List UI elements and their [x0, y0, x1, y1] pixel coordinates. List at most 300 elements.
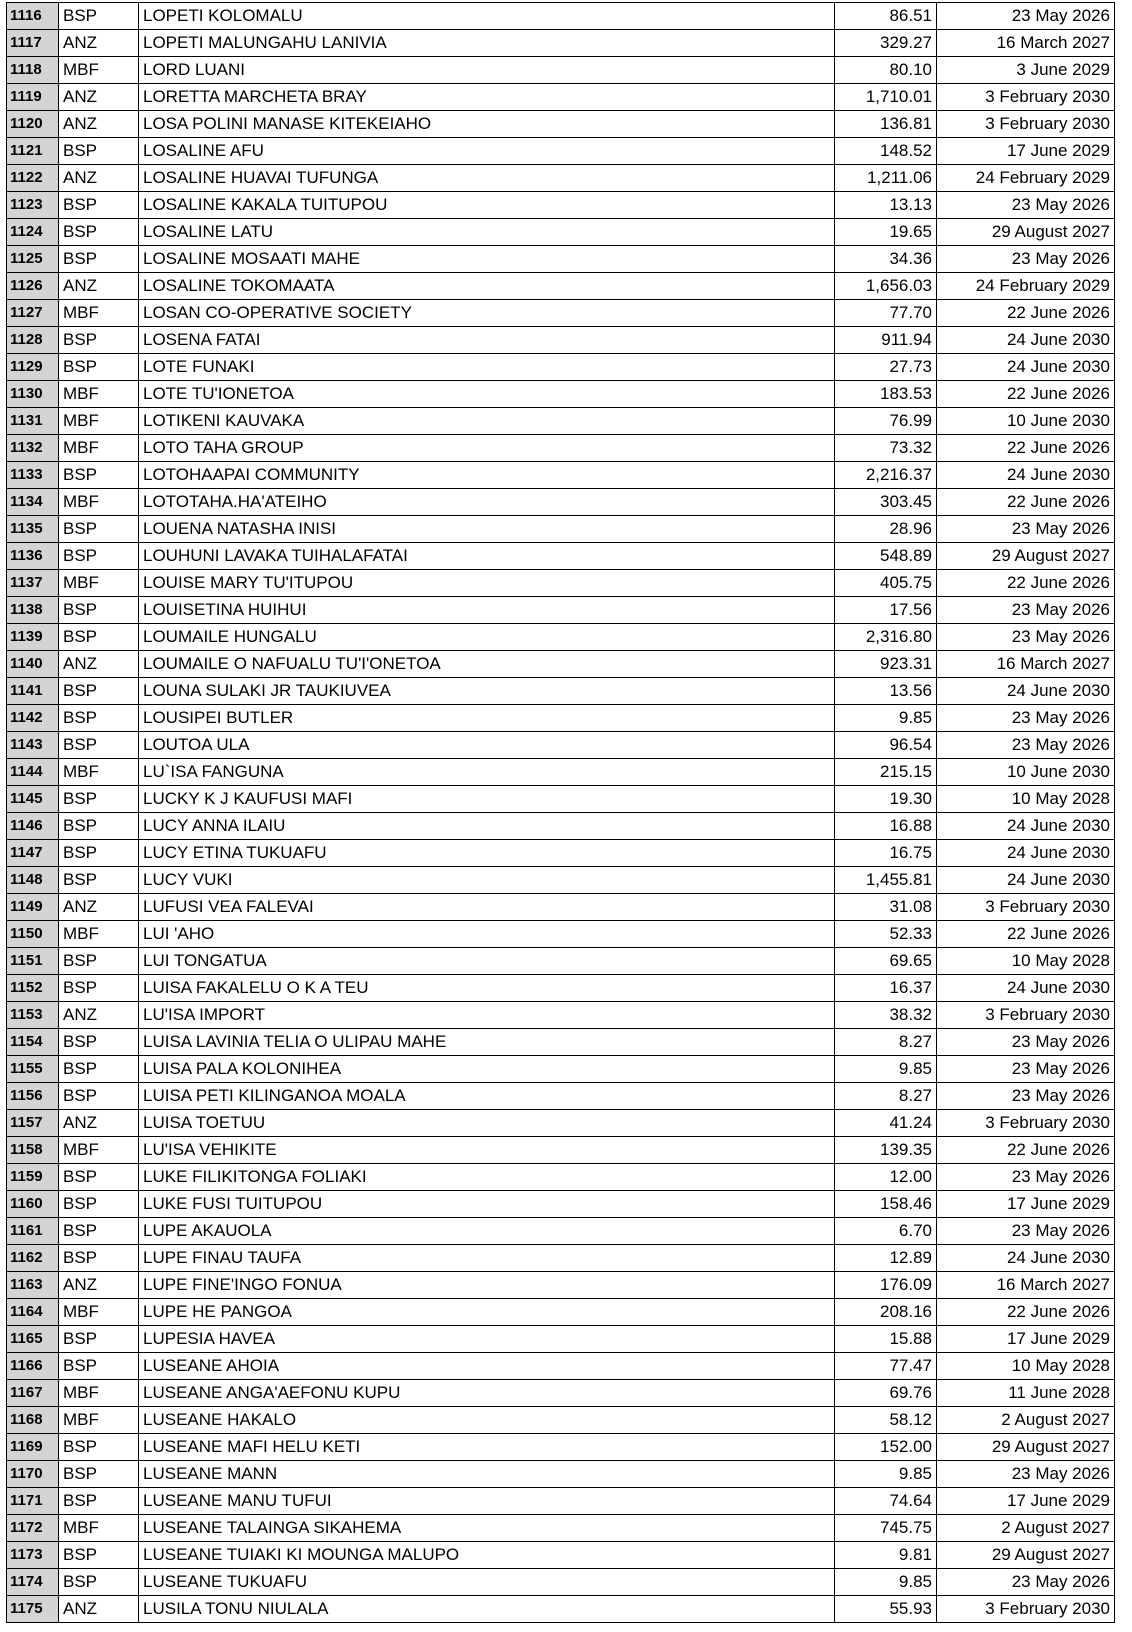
- date-cell: 29 August 2027: [937, 543, 1115, 570]
- row-number-cell: 1161: [7, 1218, 59, 1245]
- bank-cell: ANZ: [59, 1002, 139, 1029]
- bank-cell: MBF: [59, 435, 139, 462]
- row-number-cell: 1157: [7, 1110, 59, 1137]
- name-cell: LUPE HE PANGOA: [139, 1299, 835, 1326]
- name-cell: LUKE FUSI TUITUPOU: [139, 1191, 835, 1218]
- name-cell: LOUISETINA HUIHUI: [139, 597, 835, 624]
- bank-cell: BSP: [59, 219, 139, 246]
- amount-cell: 69.65: [835, 948, 937, 975]
- name-cell: LUCKY K J KAUFUSI MAFI: [139, 786, 835, 813]
- date-cell: 23 May 2026: [937, 1083, 1115, 1110]
- name-cell: LOSENA FATAI: [139, 327, 835, 354]
- table-row: [7, 1218, 1115, 1245]
- table-row: [7, 435, 1115, 462]
- amount-cell: 13.13: [835, 192, 937, 219]
- row-number-cell: 1173: [7, 1542, 59, 1569]
- row-number-cell: 1156: [7, 1083, 59, 1110]
- name-cell: LU`ISA FANGUNA: [139, 759, 835, 786]
- bank-cell: BSP: [59, 1083, 139, 1110]
- table-row: [7, 543, 1115, 570]
- row-number-cell: 1167: [7, 1380, 59, 1407]
- row-number-cell: 1139: [7, 624, 59, 651]
- row-number-cell: 1143: [7, 732, 59, 759]
- row-number-cell: 1145: [7, 786, 59, 813]
- row-number-cell: 1158: [7, 1137, 59, 1164]
- name-cell: LOUISE MARY TU'ITUPOU: [139, 570, 835, 597]
- bank-cell: BSP: [59, 867, 139, 894]
- row-number-cell: 1154: [7, 1029, 59, 1056]
- amount-cell: 31.08: [835, 894, 937, 921]
- bank-cell: BSP: [59, 948, 139, 975]
- date-cell: 2 August 2027: [937, 1515, 1115, 1542]
- amount-cell: 1,710.01: [835, 84, 937, 111]
- date-cell: 3 February 2030: [937, 1002, 1115, 1029]
- bank-cell: ANZ: [59, 30, 139, 57]
- row-number-cell: 1146: [7, 813, 59, 840]
- bank-cell: BSP: [59, 975, 139, 1002]
- date-cell: 16 March 2027: [937, 30, 1115, 57]
- bank-cell: ANZ: [59, 165, 139, 192]
- table-row: [7, 1191, 1115, 1218]
- amount-cell: 136.81: [835, 111, 937, 138]
- bank-cell: ANZ: [59, 651, 139, 678]
- table-row: [7, 840, 1115, 867]
- bank-cell: ANZ: [59, 1272, 139, 1299]
- amount-cell: 9.85: [835, 1461, 937, 1488]
- amount-cell: 16.88: [835, 813, 937, 840]
- bank-cell: BSP: [59, 624, 139, 651]
- name-cell: LOSALINE MOSAATI MAHE: [139, 246, 835, 273]
- name-cell: LUFUSI VEA FALEVAI: [139, 894, 835, 921]
- table-row: [7, 1488, 1115, 1515]
- table-row: [7, 219, 1115, 246]
- table-row: [7, 867, 1115, 894]
- row-number-cell: 1151: [7, 948, 59, 975]
- bank-cell: MBF: [59, 1380, 139, 1407]
- name-cell: LUISA PETI KILINGANOA MOALA: [139, 1083, 835, 1110]
- date-cell: 23 May 2026: [937, 1056, 1115, 1083]
- amount-cell: 176.09: [835, 1272, 937, 1299]
- date-cell: 23 May 2026: [937, 705, 1115, 732]
- amount-cell: 158.46: [835, 1191, 937, 1218]
- bank-cell: ANZ: [59, 111, 139, 138]
- bank-cell: BSP: [59, 732, 139, 759]
- amount-cell: 17.56: [835, 597, 937, 624]
- table-row: [7, 1056, 1115, 1083]
- date-cell: 3 February 2030: [937, 111, 1115, 138]
- row-number-cell: 1133: [7, 462, 59, 489]
- row-number-cell: 1128: [7, 327, 59, 354]
- date-cell: 29 August 2027: [937, 1542, 1115, 1569]
- row-number-cell: 1140: [7, 651, 59, 678]
- date-cell: 23 May 2026: [937, 1029, 1115, 1056]
- amount-cell: 923.31: [835, 651, 937, 678]
- row-number-cell: 1120: [7, 111, 59, 138]
- bank-cell: BSP: [59, 354, 139, 381]
- amount-cell: 911.94: [835, 327, 937, 354]
- name-cell: LUPE AKAUOLA: [139, 1218, 835, 1245]
- table-row: [7, 1272, 1115, 1299]
- date-cell: 23 May 2026: [937, 192, 1115, 219]
- row-number-cell: 1148: [7, 867, 59, 894]
- table-row: [7, 1515, 1115, 1542]
- row-number-cell: 1132: [7, 435, 59, 462]
- date-cell: 10 May 2028: [937, 786, 1115, 813]
- bank-cell: BSP: [59, 1488, 139, 1515]
- bank-cell: MBF: [59, 408, 139, 435]
- name-cell: LOSA POLINI MANASE KITEKEIAHO: [139, 111, 835, 138]
- bank-cell: BSP: [59, 705, 139, 732]
- row-number-cell: 1144: [7, 759, 59, 786]
- date-cell: 24 June 2030: [937, 462, 1115, 489]
- name-cell: LOTE FUNAKI: [139, 354, 835, 381]
- amount-cell: 74.64: [835, 1488, 937, 1515]
- date-cell: 22 June 2026: [937, 489, 1115, 516]
- bank-cell: ANZ: [59, 1110, 139, 1137]
- bank-cell: ANZ: [59, 1596, 139, 1623]
- date-cell: 29 August 2027: [937, 1434, 1115, 1461]
- date-cell: 23 May 2026: [937, 624, 1115, 651]
- date-cell: 22 June 2026: [937, 300, 1115, 327]
- amount-cell: 6.70: [835, 1218, 937, 1245]
- table-row: [7, 300, 1115, 327]
- row-number-cell: 1122: [7, 165, 59, 192]
- row-number-cell: 1124: [7, 219, 59, 246]
- table-row: [7, 732, 1115, 759]
- table-row: [7, 1434, 1115, 1461]
- table-row: [7, 1407, 1115, 1434]
- amount-cell: 745.75: [835, 1515, 937, 1542]
- table-row: [7, 1002, 1115, 1029]
- table-row: [7, 111, 1115, 138]
- row-number-cell: 1150: [7, 921, 59, 948]
- date-cell: 17 June 2029: [937, 1326, 1115, 1353]
- table-row: [7, 1569, 1115, 1596]
- table-row: [7, 1596, 1115, 1623]
- date-cell: 3 February 2030: [937, 894, 1115, 921]
- name-cell: LUSEANE ANGA'AEFONU KUPU: [139, 1380, 835, 1407]
- date-cell: 22 June 2026: [937, 1137, 1115, 1164]
- table-row: [7, 138, 1115, 165]
- date-cell: 24 June 2030: [937, 678, 1115, 705]
- row-number-cell: 1127: [7, 300, 59, 327]
- row-number-cell: 1169: [7, 1434, 59, 1461]
- name-cell: LOSALINE LATU: [139, 219, 835, 246]
- amount-cell: 2,316.80: [835, 624, 937, 651]
- table-row: [7, 1245, 1115, 1272]
- amount-cell: 139.35: [835, 1137, 937, 1164]
- row-number-cell: 1147: [7, 840, 59, 867]
- amount-cell: 69.76: [835, 1380, 937, 1407]
- row-number-cell: 1165: [7, 1326, 59, 1353]
- amount-cell: 15.88: [835, 1326, 937, 1353]
- date-cell: 3 February 2030: [937, 1596, 1115, 1623]
- table-row: [7, 462, 1115, 489]
- name-cell: LUPE FINAU TAUFA: [139, 1245, 835, 1272]
- row-number-cell: 1121: [7, 138, 59, 165]
- date-cell: 24 June 2030: [937, 327, 1115, 354]
- row-number-cell: 1129: [7, 354, 59, 381]
- date-cell: 24 June 2030: [937, 975, 1115, 1002]
- table-row: [7, 786, 1115, 813]
- name-cell: LOSALINE HUAVAI TUFUNGA: [139, 165, 835, 192]
- name-cell: LOTE TU'IONETOA: [139, 381, 835, 408]
- bank-cell: MBF: [59, 1137, 139, 1164]
- date-cell: 11 June 2028: [937, 1380, 1115, 1407]
- row-number-cell: 1155: [7, 1056, 59, 1083]
- date-cell: 3 February 2030: [937, 1110, 1115, 1137]
- amount-cell: 303.45: [835, 489, 937, 516]
- amount-cell: 152.00: [835, 1434, 937, 1461]
- name-cell: LUKE FILIKITONGA FOLIAKI: [139, 1164, 835, 1191]
- date-cell: 24 June 2030: [937, 1245, 1115, 1272]
- date-cell: 23 May 2026: [937, 732, 1115, 759]
- table-row: [7, 3, 1115, 30]
- bank-cell: BSP: [59, 1245, 139, 1272]
- bank-cell: MBF: [59, 300, 139, 327]
- name-cell: LOSAN CO-OPERATIVE SOCIETY: [139, 300, 835, 327]
- date-cell: 23 May 2026: [937, 246, 1115, 273]
- amount-cell: 19.65: [835, 219, 937, 246]
- bank-cell: BSP: [59, 678, 139, 705]
- amount-cell: 1,455.81: [835, 867, 937, 894]
- date-cell: 22 June 2026: [937, 570, 1115, 597]
- name-cell: LUCY VUKI: [139, 867, 835, 894]
- name-cell: LOTOTAHA.HA'ATEIHO: [139, 489, 835, 516]
- table-row: [7, 948, 1115, 975]
- amount-cell: 9.81: [835, 1542, 937, 1569]
- bank-cell: BSP: [59, 1164, 139, 1191]
- table-row: [7, 1461, 1115, 1488]
- row-number-cell: 1135: [7, 516, 59, 543]
- name-cell: LOSALINE AFU: [139, 138, 835, 165]
- row-number-cell: 1119: [7, 84, 59, 111]
- amount-cell: 8.27: [835, 1083, 937, 1110]
- table-row: [7, 1326, 1115, 1353]
- amount-cell: 148.52: [835, 138, 937, 165]
- row-number-cell: 1138: [7, 597, 59, 624]
- table-row: [7, 57, 1115, 84]
- amount-cell: 80.10: [835, 57, 937, 84]
- row-number-cell: 1116: [7, 3, 59, 30]
- name-cell: LOPETI MALUNGAHU LANIVIA: [139, 30, 835, 57]
- name-cell: LORD LUANI: [139, 57, 835, 84]
- amount-cell: 8.27: [835, 1029, 937, 1056]
- table-row: [7, 813, 1115, 840]
- name-cell: LUSEANE TUIAKI KI MOUNGA MALUPO: [139, 1542, 835, 1569]
- amount-cell: 38.32: [835, 1002, 937, 1029]
- name-cell: LUISA PALA KOLONIHEA: [139, 1056, 835, 1083]
- row-number-cell: 1136: [7, 543, 59, 570]
- bank-cell: BSP: [59, 1191, 139, 1218]
- table-row: [7, 381, 1115, 408]
- bank-cell: MBF: [59, 57, 139, 84]
- table-row: [7, 651, 1115, 678]
- amount-cell: 215.15: [835, 759, 937, 786]
- row-number-cell: 1166: [7, 1353, 59, 1380]
- date-cell: 23 May 2026: [937, 1569, 1115, 1596]
- table-row: [7, 516, 1115, 543]
- date-cell: 23 May 2026: [937, 1218, 1115, 1245]
- row-number-cell: 1174: [7, 1569, 59, 1596]
- date-cell: 24 February 2029: [937, 165, 1115, 192]
- row-number-cell: 1123: [7, 192, 59, 219]
- bank-cell: BSP: [59, 1056, 139, 1083]
- table-row: [7, 624, 1115, 651]
- row-number-cell: 1126: [7, 273, 59, 300]
- bank-cell: MBF: [59, 570, 139, 597]
- name-cell: LU'ISA VEHIKITE: [139, 1137, 835, 1164]
- amount-cell: 9.85: [835, 1569, 937, 1596]
- bank-cell: ANZ: [59, 84, 139, 111]
- date-cell: 23 May 2026: [937, 3, 1115, 30]
- date-cell: 24 June 2030: [937, 813, 1115, 840]
- name-cell: LUSEANE TUKUAFU: [139, 1569, 835, 1596]
- bank-cell: BSP: [59, 246, 139, 273]
- row-number-cell: 1171: [7, 1488, 59, 1515]
- amount-cell: 329.27: [835, 30, 937, 57]
- bank-cell: MBF: [59, 1299, 139, 1326]
- table-row: [7, 1299, 1115, 1326]
- row-number-cell: 1131: [7, 408, 59, 435]
- bank-cell: MBF: [59, 1515, 139, 1542]
- table-row: [7, 1110, 1115, 1137]
- table-row: [7, 705, 1115, 732]
- name-cell: LOSALINE KAKALA TUITUPOU: [139, 192, 835, 219]
- table-row: [7, 1029, 1115, 1056]
- name-cell: LOUMAILE O NAFUALU TU'I'ONETOA: [139, 651, 835, 678]
- amount-cell: 27.73: [835, 354, 937, 381]
- name-cell: LUPE FINE'INGO FONUA: [139, 1272, 835, 1299]
- name-cell: LUISA TOETUU: [139, 1110, 835, 1137]
- amount-cell: 86.51: [835, 3, 937, 30]
- name-cell: LOUMAILE HUNGALU: [139, 624, 835, 651]
- amount-cell: 405.75: [835, 570, 937, 597]
- date-cell: 24 June 2030: [937, 867, 1115, 894]
- table-row: [7, 246, 1115, 273]
- row-number-cell: 1130: [7, 381, 59, 408]
- row-number-cell: 1125: [7, 246, 59, 273]
- amount-cell: 548.89: [835, 543, 937, 570]
- table-row: [7, 597, 1115, 624]
- row-number-cell: 1172: [7, 1515, 59, 1542]
- amount-cell: 52.33: [835, 921, 937, 948]
- table-row: [7, 1083, 1115, 1110]
- date-cell: 10 June 2030: [937, 408, 1115, 435]
- row-number-cell: 1162: [7, 1245, 59, 1272]
- bank-cell: MBF: [59, 1407, 139, 1434]
- table-row: [7, 1137, 1115, 1164]
- table-row: [7, 84, 1115, 111]
- date-cell: 24 June 2030: [937, 840, 1115, 867]
- date-cell: 22 June 2026: [937, 435, 1115, 462]
- date-cell: 17 June 2029: [937, 138, 1115, 165]
- amount-cell: 77.70: [835, 300, 937, 327]
- date-cell: 16 March 2027: [937, 651, 1115, 678]
- date-cell: 17 June 2029: [937, 1488, 1115, 1515]
- name-cell: LOPETI KOLOMALU: [139, 3, 835, 30]
- bank-cell: BSP: [59, 1569, 139, 1596]
- name-cell: LOUNA SULAKI JR TAUKIUVEA: [139, 678, 835, 705]
- row-number-cell: 1134: [7, 489, 59, 516]
- amount-cell: 208.16: [835, 1299, 937, 1326]
- bank-cell: ANZ: [59, 273, 139, 300]
- bank-cell: BSP: [59, 543, 139, 570]
- row-number-cell: 1168: [7, 1407, 59, 1434]
- amount-cell: 1,211.06: [835, 165, 937, 192]
- name-cell: LOUTOA ULA: [139, 732, 835, 759]
- name-cell: LUSEANE MANN: [139, 1461, 835, 1488]
- row-number-cell: 1117: [7, 30, 59, 57]
- bank-cell: BSP: [59, 1461, 139, 1488]
- bank-cell: BSP: [59, 597, 139, 624]
- accounts-table-body: [7, 3, 1115, 1623]
- row-number-cell: 1142: [7, 705, 59, 732]
- amount-cell: 12.00: [835, 1164, 937, 1191]
- name-cell: LUSEANE MAFI HELU KETI: [139, 1434, 835, 1461]
- table-row: [7, 759, 1115, 786]
- date-cell: 24 June 2030: [937, 354, 1115, 381]
- name-cell: LUI 'AHO: [139, 921, 835, 948]
- name-cell: LUCY ANNA ILAIU: [139, 813, 835, 840]
- table-row: [7, 1542, 1115, 1569]
- amount-cell: 19.30: [835, 786, 937, 813]
- amount-cell: 96.54: [835, 732, 937, 759]
- table-row: [7, 570, 1115, 597]
- amount-cell: 73.32: [835, 435, 937, 462]
- date-cell: 10 May 2028: [937, 948, 1115, 975]
- amount-cell: 41.24: [835, 1110, 937, 1137]
- amount-cell: 58.12: [835, 1407, 937, 1434]
- name-cell: LUSILA TONU NIULALA: [139, 1596, 835, 1623]
- table-row: [7, 192, 1115, 219]
- name-cell: LUSEANE HAKALO: [139, 1407, 835, 1434]
- bank-cell: BSP: [59, 138, 139, 165]
- date-cell: 16 March 2027: [937, 1272, 1115, 1299]
- bank-cell: BSP: [59, 192, 139, 219]
- amount-cell: 183.53: [835, 381, 937, 408]
- table-row: [7, 1353, 1115, 1380]
- bank-cell: ANZ: [59, 894, 139, 921]
- table-row: [7, 1380, 1115, 1407]
- name-cell: LUISA LAVINIA TELIA O ULIPAU MAHE: [139, 1029, 835, 1056]
- name-cell: LUSEANE MANU TUFUI: [139, 1488, 835, 1515]
- name-cell: LU'ISA IMPORT: [139, 1002, 835, 1029]
- bank-cell: BSP: [59, 1218, 139, 1245]
- date-cell: 23 May 2026: [937, 1461, 1115, 1488]
- table-row: [7, 894, 1115, 921]
- date-cell: 22 June 2026: [937, 381, 1115, 408]
- name-cell: LOTIKENI KAUVAKA: [139, 408, 835, 435]
- table-row: [7, 165, 1115, 192]
- bank-cell: BSP: [59, 813, 139, 840]
- bank-cell: MBF: [59, 759, 139, 786]
- name-cell: LOSALINE TOKOMAATA: [139, 273, 835, 300]
- bank-cell: BSP: [59, 786, 139, 813]
- bank-cell: BSP: [59, 1326, 139, 1353]
- amount-cell: 76.99: [835, 408, 937, 435]
- row-number-cell: 1149: [7, 894, 59, 921]
- name-cell: LUSEANE TALAINGA SIKAHEMA: [139, 1515, 835, 1542]
- bank-cell: BSP: [59, 1353, 139, 1380]
- name-cell: LOUHUNI LAVAKA TUIHALAFATAI: [139, 543, 835, 570]
- table-row: [7, 921, 1115, 948]
- date-cell: 23 May 2026: [937, 516, 1115, 543]
- row-number-cell: 1164: [7, 1299, 59, 1326]
- row-number-cell: 1175: [7, 1596, 59, 1623]
- date-cell: 22 June 2026: [937, 1299, 1115, 1326]
- row-number-cell: 1152: [7, 975, 59, 1002]
